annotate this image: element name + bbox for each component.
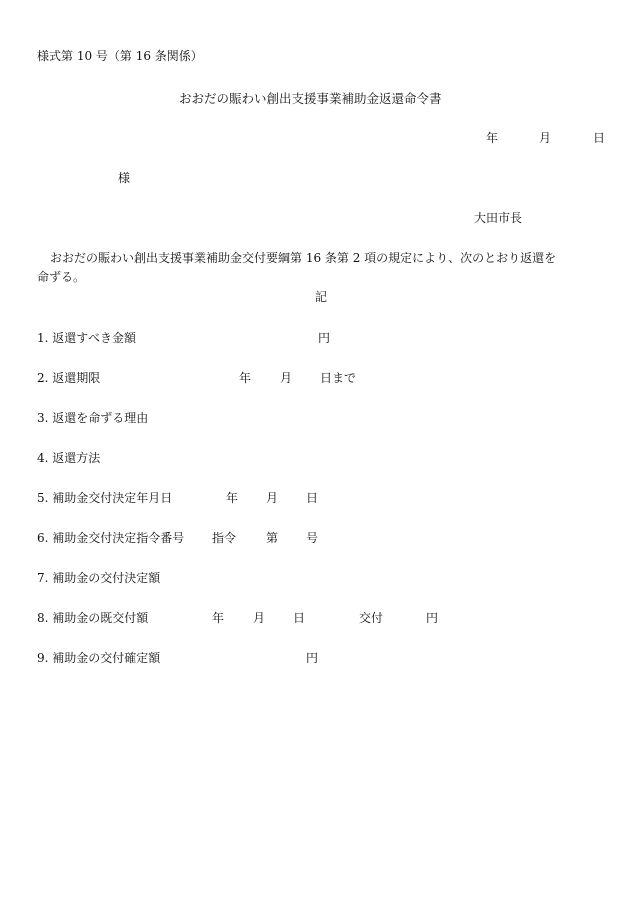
body-text-line-2: 命ずる。 xyxy=(37,270,86,284)
item-8-year: 年 xyxy=(212,611,225,625)
item-3-label: 3. 返還を命ずる理由 xyxy=(37,411,149,425)
item-6-shirei: 指令 xyxy=(212,531,237,545)
item-2-year: 年 xyxy=(239,371,252,385)
item-2-label: 2. 返還期限 xyxy=(37,371,101,385)
item-8-day: 日 xyxy=(293,611,306,625)
ki-heading: 記 xyxy=(315,290,328,304)
item-8-label: 8. 補助金の既交付額 xyxy=(37,611,149,625)
item-5-label: 5. 補助金交付決定年月日 xyxy=(37,491,173,505)
item-5-day: 日 xyxy=(306,491,319,505)
form-number-label: 様式第 10 号（第 16 条関係） xyxy=(37,49,203,63)
item-4-label: 4. 返還方法 xyxy=(37,451,101,465)
item-7-label: 7. 補助金の交付決定額 xyxy=(37,571,161,585)
item-9-label: 9. 補助金の交付確定額 xyxy=(37,651,161,665)
body-text-line-1: おおだの賑わい創出支援事業補助金交付要綱第 16 条第 2 項の規定により、次のとおり返還を xyxy=(50,251,557,265)
date-month-label: 月 xyxy=(539,131,552,145)
item-2-month: 月 xyxy=(280,371,293,385)
item-8-kofu: 交付 xyxy=(359,611,384,625)
document-title: おおだの賑わい創出支援事業補助金返還命令書 xyxy=(179,91,442,106)
item-5-year: 年 xyxy=(226,491,239,505)
item-1-yen: 円 xyxy=(318,331,331,345)
issuer-name: 大田市長 xyxy=(474,211,523,225)
item-2-until: 日まで xyxy=(320,371,357,385)
item-6-label: 6. 補助金交付決定指令番号 xyxy=(37,531,185,545)
item-8-yen: 円 xyxy=(426,611,439,625)
addressee-suffix: 様 xyxy=(118,171,131,185)
item-8-month: 月 xyxy=(253,611,266,625)
date-day-label: 日 xyxy=(593,131,606,145)
item-9-yen: 円 xyxy=(306,651,319,665)
item-6-dai: 第 xyxy=(266,531,279,545)
item-1-label: 1. 返還すべき金額 xyxy=(37,331,137,345)
date-year-label: 年 xyxy=(486,131,499,145)
item-6-go: 号 xyxy=(306,531,319,545)
item-5-month: 月 xyxy=(266,491,279,505)
